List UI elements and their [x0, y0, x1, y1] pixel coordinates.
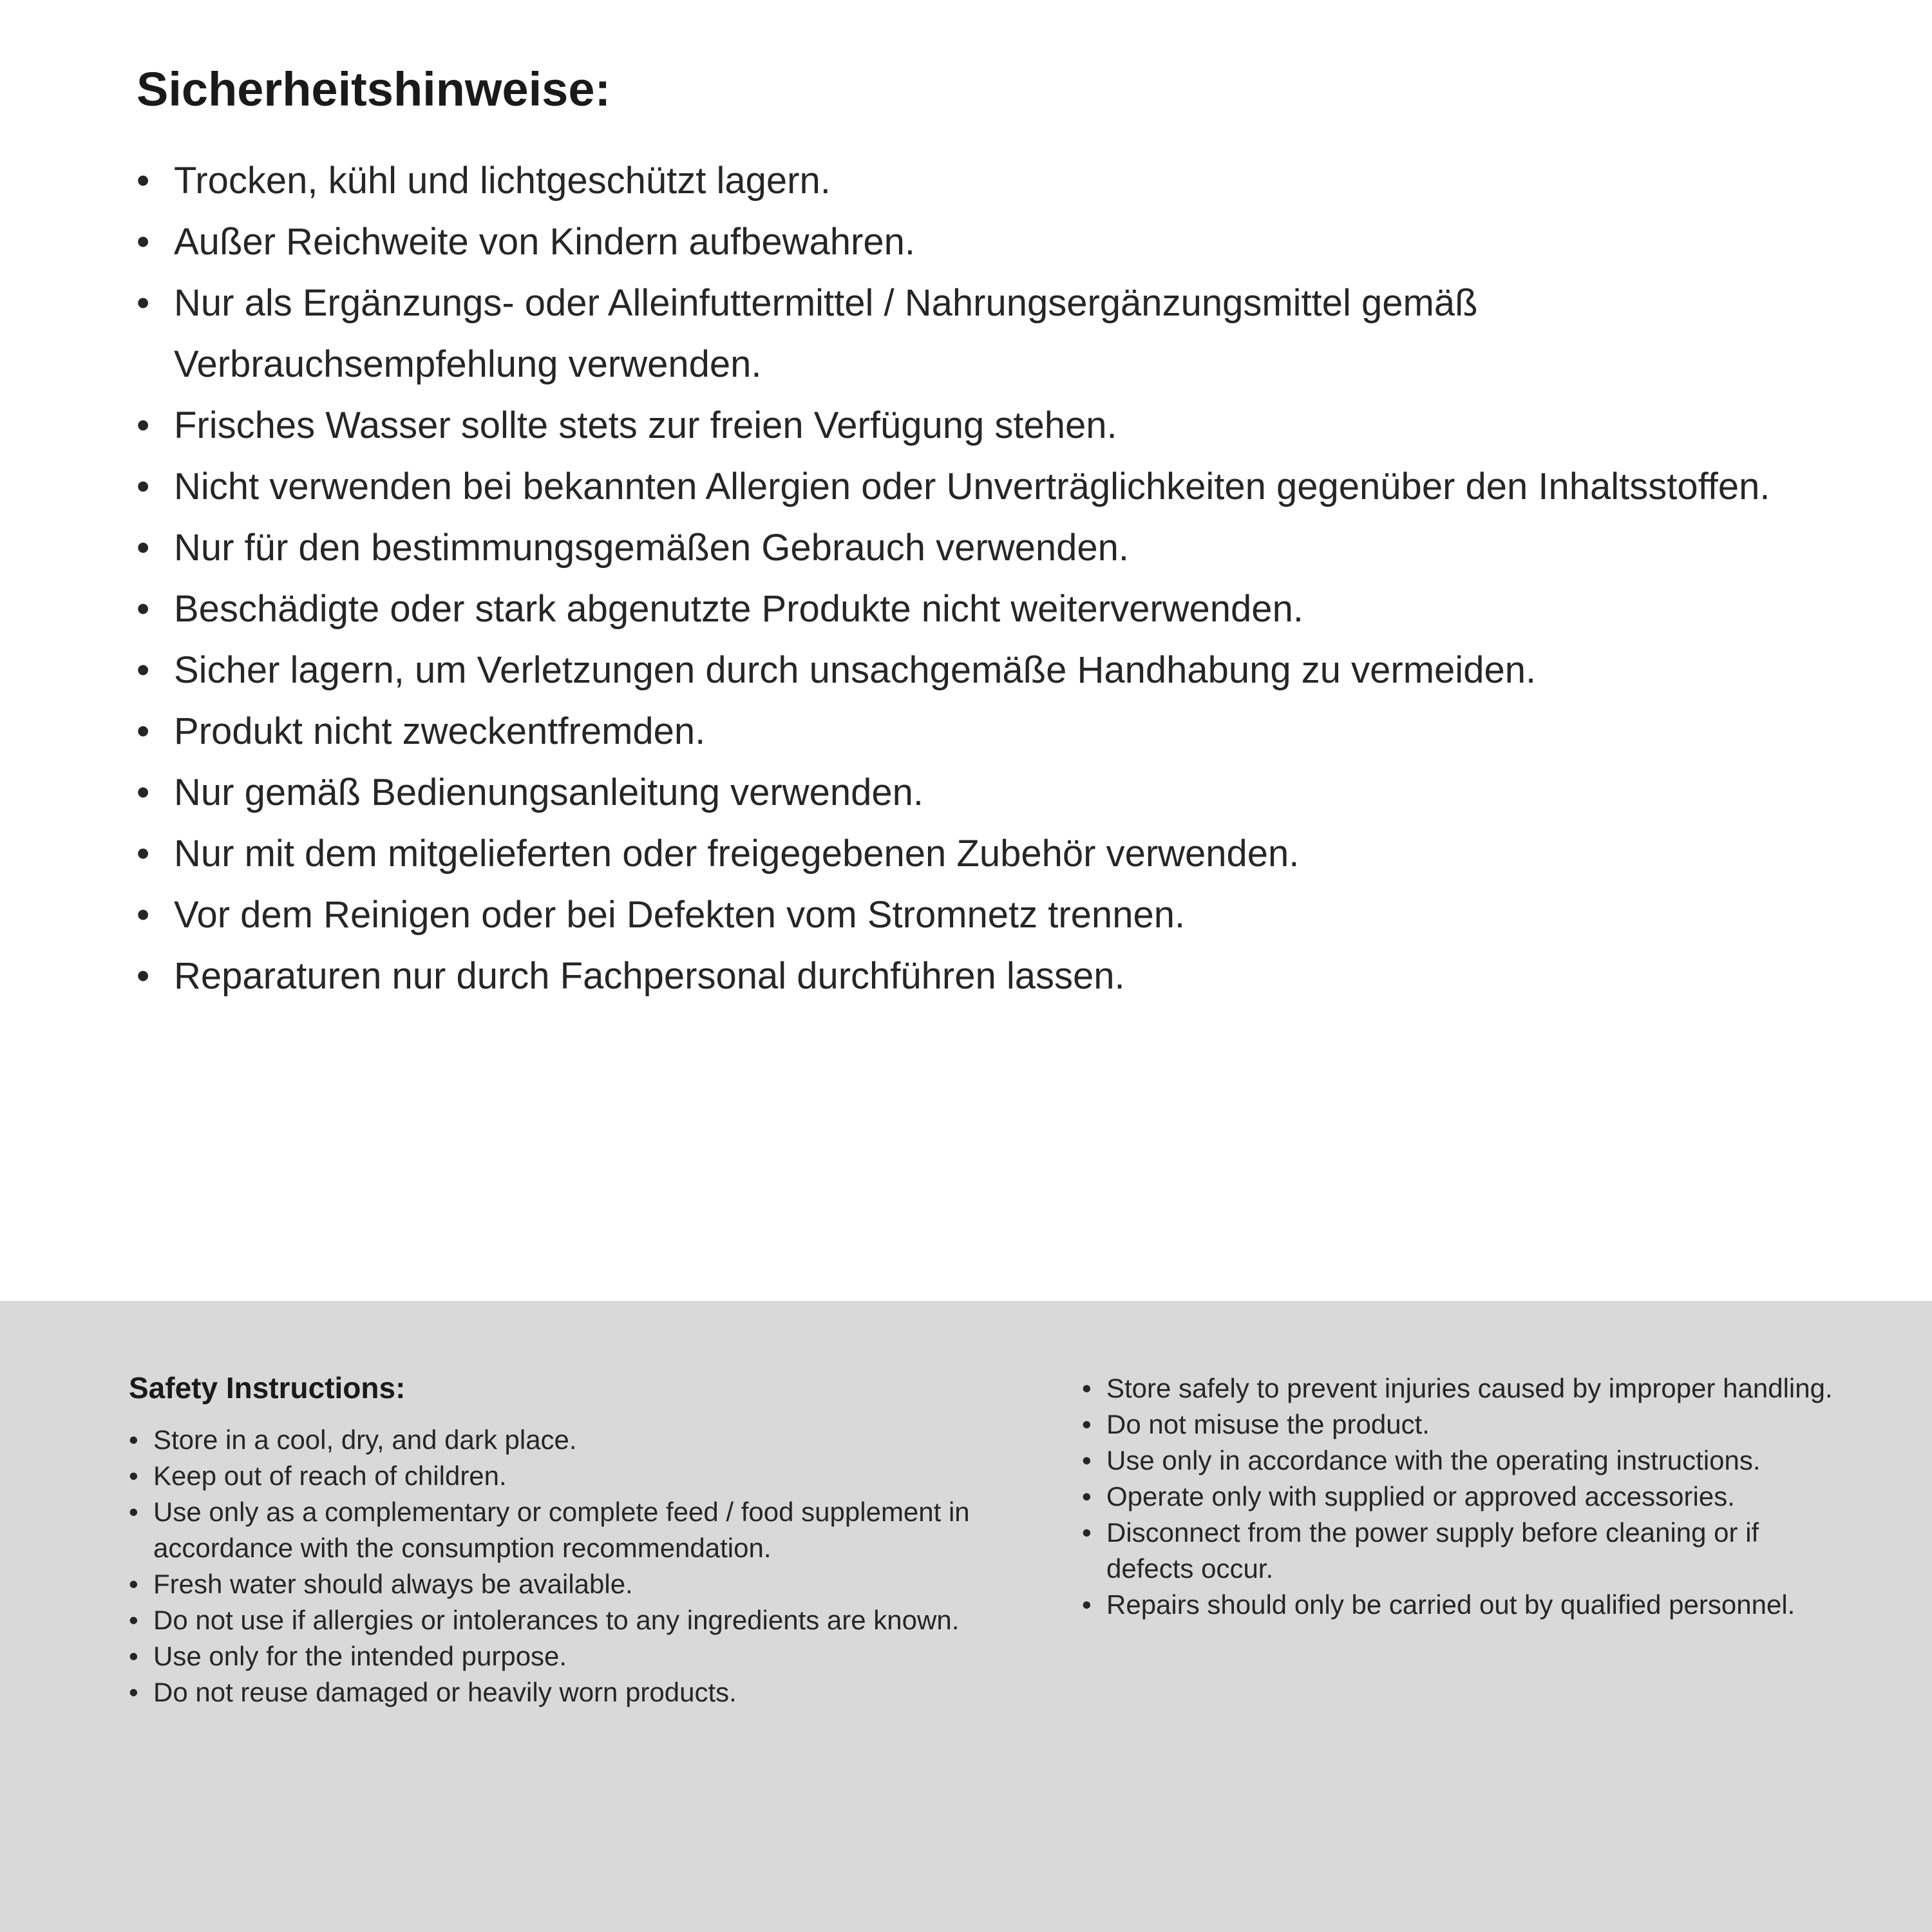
german-list-item-text: Reparaturen nur durch Fachpersonal durchführen lassen. [174, 955, 1125, 997]
english-list-item-text: Use only in accordance with the operating instructions. [1106, 1445, 1761, 1475]
german-section-title: Sicherheitshinweise: [137, 62, 611, 116]
german-list-item [137, 456, 1785, 517]
bullet-icon: • [129, 1497, 138, 1527]
english-left-column [129, 1370, 985, 1710]
german-list-item [137, 272, 1785, 395]
english-list-item-text: Operate only with supplied or approved accessories. [1106, 1481, 1735, 1511]
german-list-item-text: Nur gemäß Bedienungsanleitung verwenden. [174, 772, 923, 813]
english-list-item-text: Use only for the intended purpose. [153, 1641, 567, 1671]
english-section [0, 1301, 1932, 1932]
german-list-item [137, 517, 1785, 578]
german-list-item-text: Nur als Ergänzungs- oder Alleinfuttermittel / Nahrungsergänzungsmittel gemäß Verbrauchsempfehlung verwenden. [174, 282, 1478, 385]
english-list-item [129, 1422, 985, 1458]
german-list-item-text: Nur für den bestimmungsgemäßen Gebrauch verwenden. [174, 527, 1129, 569]
german-list-item-text: Beschädigte oder stark abgenutzte Produkte nicht weiterverwenden. [174, 588, 1303, 630]
english-list-item [129, 1566, 985, 1602]
english-list-item [1082, 1479, 1835, 1515]
german-list-item [137, 211, 1785, 272]
english-list-item [129, 1494, 985, 1566]
bullet-icon: • [137, 221, 150, 263]
german-list-item [137, 945, 1785, 1007]
german-list-item [137, 395, 1785, 456]
english-list-item [1082, 1443, 1835, 1479]
english-list-item [1082, 1515, 1835, 1587]
german-list-item-text: Nicht verwenden bei bekannten Allergien oder Unverträglichkeiten gegenüber den Inhaltsstoffen. [174, 466, 1770, 507]
english-safety-list-left [129, 1422, 985, 1710]
english-list-item-text: Do not reuse damaged or heavily worn products. [153, 1677, 737, 1707]
german-list-item [137, 823, 1785, 884]
english-list-item [1082, 1587, 1835, 1623]
german-list-item-text: Vor dem Reinigen oder bei Defekten vom Stromnetz trennen. [174, 894, 1186, 936]
english-list-item-text: Store safely to prevent injuries caused by improper handling. [1106, 1373, 1833, 1403]
bullet-icon: • [1082, 1481, 1092, 1511]
english-list-item-text: Disconnect from the power supply before cleaning or if defects occur. [1106, 1517, 1759, 1584]
german-list-item-text: Sicher lagern, um Verletzungen durch unsachgemäße Handhabung zu vermeiden. [174, 649, 1537, 691]
bullet-icon: • [137, 527, 150, 569]
german-list-item [137, 762, 1785, 823]
bullet-icon: • [137, 466, 150, 507]
bullet-icon: • [137, 894, 150, 936]
english-list-item-text: Keep out of reach of children. [153, 1461, 507, 1491]
german-list-item [137, 578, 1785, 639]
english-list-item [1082, 1370, 1835, 1406]
english-list-item [129, 1458, 985, 1494]
german-list-item [137, 639, 1785, 701]
english-list-item [129, 1674, 985, 1710]
english-right-column [1082, 1370, 1835, 1623]
german-list-item [137, 150, 1785, 211]
german-list-item-text: Nur mit dem mitgelieferten oder freigegebenen Zubehör verwenden. [174, 833, 1300, 875]
bullet-icon: • [129, 1569, 138, 1599]
bullet-icon: • [1082, 1409, 1092, 1439]
english-list-item-text: Repairs should only be carried out by qualified personnel. [1106, 1589, 1795, 1620]
bullet-icon: • [137, 160, 150, 202]
english-list-item-text: Store in a cool, dry, and dark place. [153, 1425, 577, 1455]
english-section-title: Safety Instructions: [129, 1371, 406, 1405]
bullet-icon: • [137, 772, 150, 813]
german-list-item-text: Außer Reichweite von Kindern aufbewahren. [174, 221, 915, 263]
bullet-icon: • [137, 649, 150, 691]
bullet-icon: • [1082, 1373, 1092, 1403]
bullet-icon: • [137, 282, 150, 324]
bullet-icon: • [1082, 1445, 1092, 1475]
english-list-item [1082, 1406, 1835, 1443]
english-list-item [129, 1638, 985, 1674]
bullet-icon: • [137, 833, 150, 875]
bullet-icon: • [129, 1425, 138, 1455]
bullet-icon: • [1082, 1517, 1092, 1548]
english-list-item-text: Fresh water should always be available. [153, 1569, 633, 1599]
bullet-icon: • [137, 588, 150, 630]
german-safety-list [137, 150, 1785, 1007]
bullet-icon: • [129, 1677, 138, 1707]
english-list-item-text: Use only as a complementary or complete feed / food supplement in accordance with the consumption recommendation. [153, 1497, 970, 1563]
bullet-icon: • [129, 1605, 138, 1635]
bullet-icon: • [129, 1641, 138, 1671]
bullet-icon: • [137, 955, 150, 997]
german-list-item [137, 701, 1785, 762]
bullet-icon: • [129, 1461, 138, 1491]
bullet-icon: • [137, 404, 150, 446]
german-list-item [137, 884, 1785, 945]
bullet-icon: • [1082, 1589, 1092, 1620]
english-safety-list-right [1082, 1370, 1835, 1623]
english-list-item-text: Do not misuse the product. [1106, 1409, 1430, 1439]
german-list-item-text: Produkt nicht zweckentfremden. [174, 710, 706, 752]
german-list-item-text: Trocken, kühl und lichtgeschützt lagern. [174, 160, 831, 202]
bullet-icon: • [137, 710, 150, 752]
german-list-item-text: Frisches Wasser sollte stets zur freien Verfügung stehen. [174, 404, 1117, 446]
english-list-item [129, 1602, 985, 1638]
english-list-item-text: Do not use if allergies or intolerances to any ingredients are known. [153, 1605, 960, 1635]
